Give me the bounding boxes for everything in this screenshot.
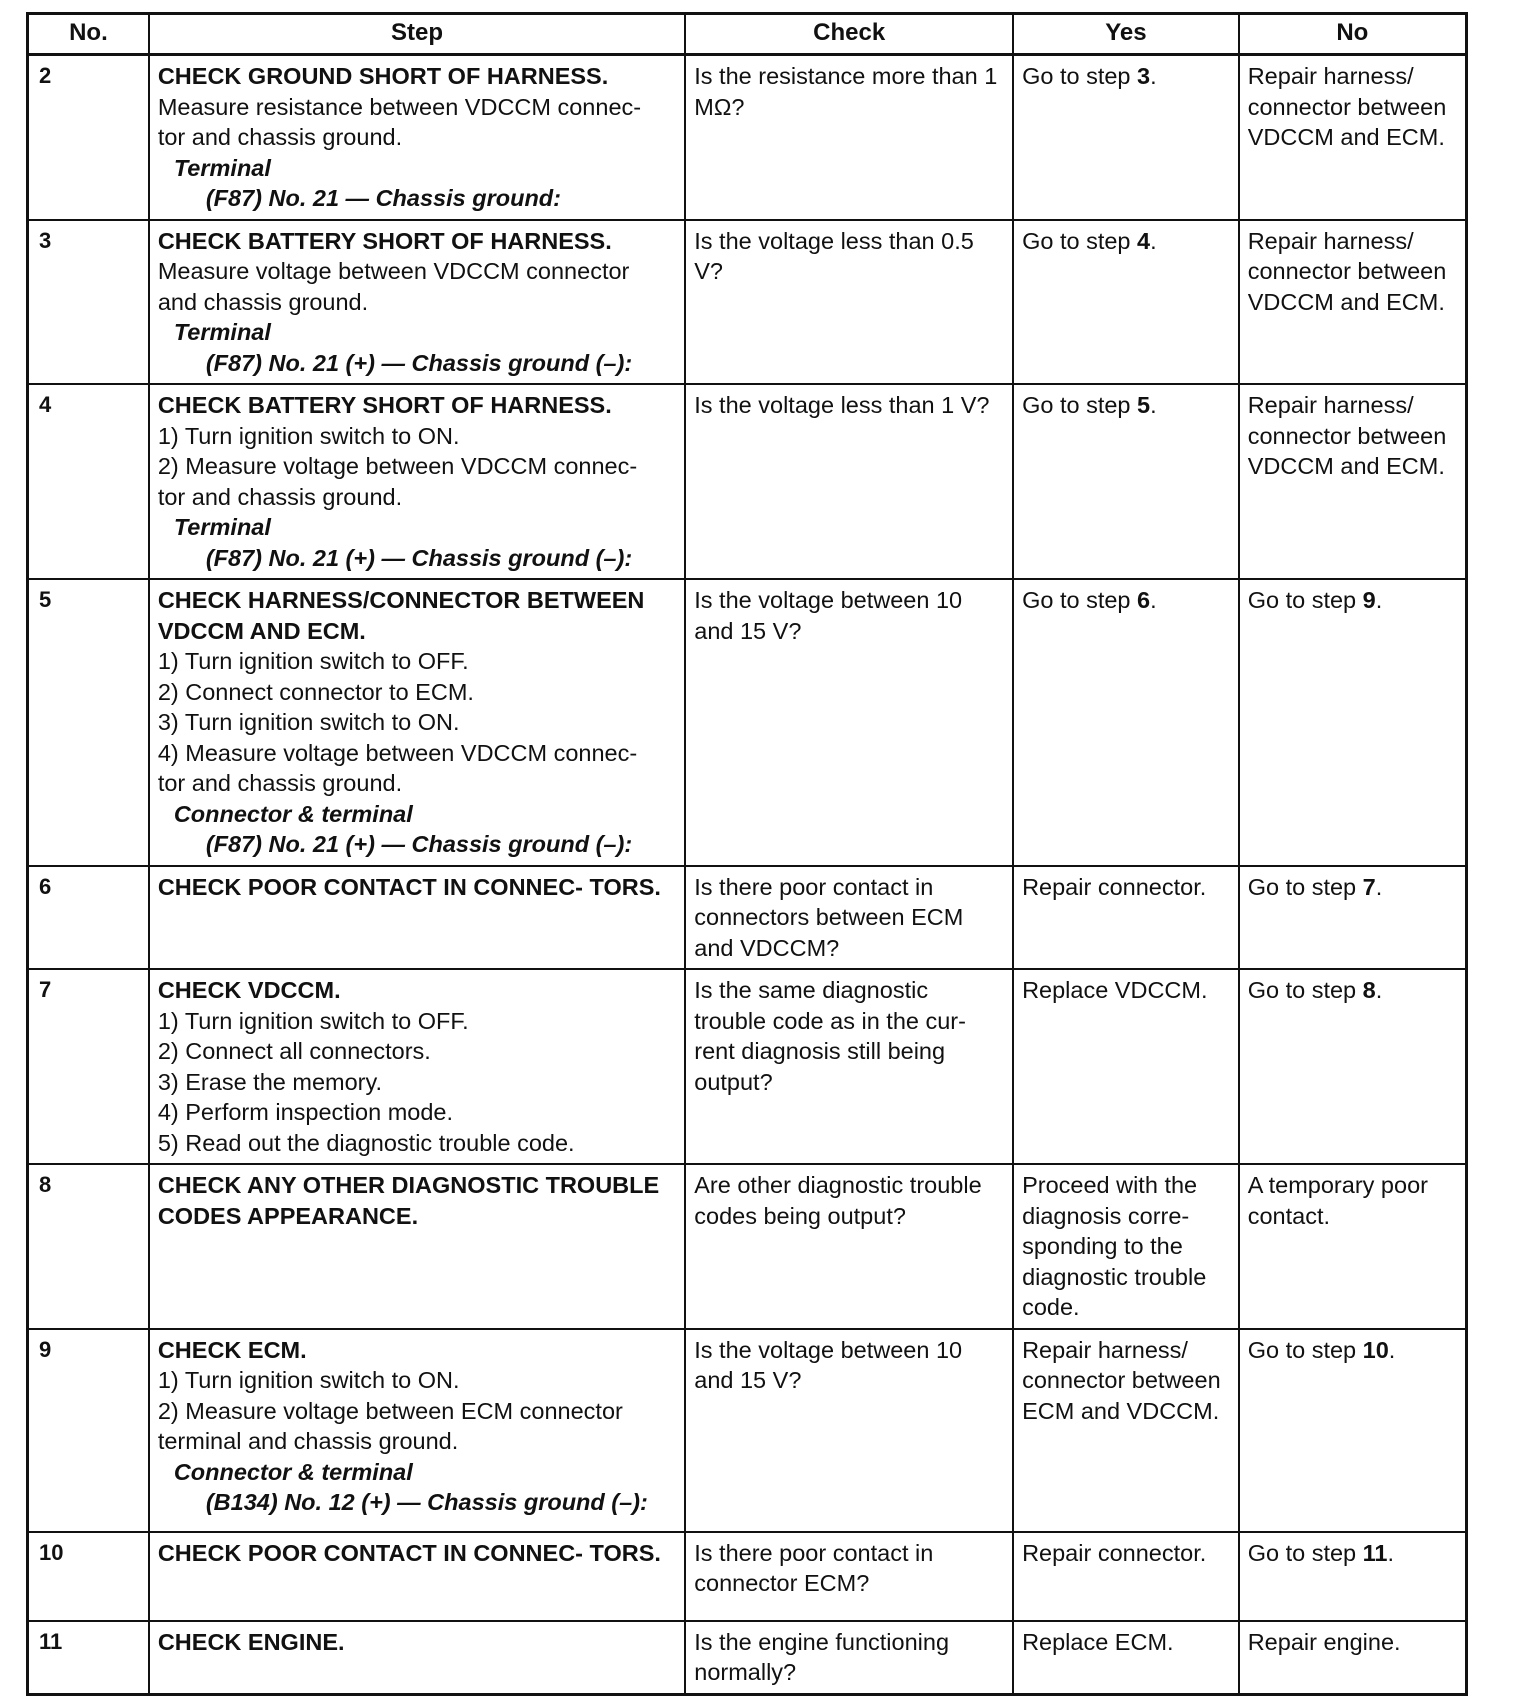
yes-action-text: Repair connector. <box>1022 1539 1207 1566</box>
step-number: 9 <box>28 1329 149 1532</box>
no-action <box>1239 1164 1467 1329</box>
terminal-label: Terminal <box>173 154 271 181</box>
step-cell <box>149 1532 685 1621</box>
table-row <box>28 220 1467 385</box>
step-instruction: 4) Perform inspection mode. <box>157 1099 454 1125</box>
step-instruction: tor and chassis ground. <box>157 483 403 510</box>
step-number: 11 <box>28 1621 149 1695</box>
terminal-value: (B134) No. 12 (+) — Chassis ground (–): <box>205 1489 648 1515</box>
no-action-text: A temporary poor contact. <box>1247 1172 1428 1229</box>
no-step-ref: 10 <box>1362 1336 1389 1363</box>
table-row <box>28 579 1467 866</box>
no-action-end: . <box>1387 1539 1395 1566</box>
no-action <box>1239 55 1467 220</box>
table-row <box>28 55 1467 220</box>
yes-action-text: Proceed with the diagnosis corre- sponding to the diagnostic trouble code. <box>1022 1172 1207 1320</box>
yes-action <box>1013 1621 1239 1695</box>
yes-action-text: Go to step <box>1022 587 1138 613</box>
terminal-value: (F87) No. 21 (+) — Chassis ground (–): <box>205 831 633 857</box>
step-instruction: 2) Connect connector to ECM. <box>157 678 474 705</box>
yes-action-end: . <box>1150 392 1157 418</box>
no-action <box>1239 969 1467 1164</box>
step-cell <box>149 866 685 970</box>
no-action <box>1239 1532 1467 1621</box>
check-question: Is the resistance more than 1 MΩ? <box>685 55 1013 220</box>
step-title: CHECK GROUND SHORT OF HARNESS. <box>157 63 609 89</box>
step-title: CHECK ECM. <box>157 1336 307 1363</box>
yes-action <box>1013 579 1239 866</box>
no-action-text: Go to step <box>1247 873 1363 900</box>
step-cell <box>149 55 685 220</box>
yes-action-text: Repair connector. <box>1022 873 1207 900</box>
no-step-ref: 7 <box>1362 873 1376 900</box>
table-row <box>28 1532 1467 1621</box>
step-number: 5 <box>28 579 149 866</box>
step-cell <box>149 384 685 579</box>
step-instruction: 3) Turn ignition switch to ON. <box>157 709 460 735</box>
step-instruction: terminal and chassis ground. <box>157 1428 459 1454</box>
no-action <box>1239 579 1467 866</box>
no-action <box>1239 1621 1467 1695</box>
step-number: 2 <box>28 55 149 220</box>
step-instruction: 2) Connect all connectors. <box>157 1038 431 1064</box>
no-action-text: Repair harness/ connector between VDCCM and ECM. <box>1247 63 1447 150</box>
table-row <box>28 384 1467 579</box>
step-number: 3 <box>28 220 149 385</box>
header-yes: Yes <box>1013 14 1239 55</box>
yes-action-text: Replace VDCCM. <box>1022 977 1208 1003</box>
table-body <box>28 55 1467 1695</box>
check-question: Is the voltage less than 1 V? <box>685 384 1013 579</box>
terminal-label: Terminal <box>173 514 271 540</box>
step-instruction: 5) Read out the diagnostic trouble code. <box>157 1129 575 1156</box>
yes-action <box>1013 220 1239 385</box>
no-action-text: Repair engine. <box>1247 1628 1401 1655</box>
table-row <box>28 866 1467 970</box>
yes-action <box>1013 1164 1239 1329</box>
step-instruction: 1) Turn ignition switch to ON. <box>157 422 460 449</box>
step-instruction: tor and chassis ground. <box>157 124 403 150</box>
table-row <box>28 1329 1467 1532</box>
step-title: CHECK BATTERY SHORT OF HARNESS. <box>157 227 612 254</box>
step-cell <box>149 1621 685 1695</box>
table-row <box>28 1164 1467 1329</box>
terminal-label: Connector & terminal <box>173 1458 413 1485</box>
step-title: CHECK HARNESS/CONNECTOR BETWEEN VDCCM AND ECM. <box>157 587 645 644</box>
header-no: No. <box>28 14 149 55</box>
no-step-ref: 8 <box>1362 977 1376 1003</box>
terminal-value: (F87) No. 21 (+) — Chassis ground (–): <box>205 349 633 376</box>
step-instruction: Measure voltage between VDCCM connector <box>157 258 630 284</box>
step-number: 6 <box>28 866 149 970</box>
table-row <box>28 1621 1467 1695</box>
yes-action <box>1013 1532 1239 1621</box>
yes-step-ref: 6 <box>1137 587 1151 613</box>
yes-action-text: Go to step <box>1022 63 1138 89</box>
step-instruction: 1) Turn ignition switch to OFF. <box>157 648 469 674</box>
yes-action <box>1013 55 1239 220</box>
step-title: CHECK POOR CONTACT IN CONNEC- TORS. <box>157 873 661 900</box>
no-step-ref: 9 <box>1362 587 1376 613</box>
step-title: CHECK VDCCM. <box>157 977 341 1003</box>
yes-action-text: Go to step <box>1022 227 1138 254</box>
yes-step-ref: 3 <box>1137 63 1151 89</box>
yes-action-end: . <box>1150 63 1157 89</box>
step-title: CHECK ANY OTHER DIAGNOSTIC TROUBLE CODES APPEARANCE. <box>157 1172 660 1229</box>
step-number: 4 <box>28 384 149 579</box>
step-cell <box>149 969 685 1164</box>
step-cell <box>149 220 685 385</box>
yes-action <box>1013 866 1239 970</box>
yes-step-ref: 5 <box>1137 392 1151 418</box>
no-action-text: Go to step <box>1247 1336 1363 1363</box>
no-action-text: Go to step <box>1247 977 1363 1003</box>
yes-action-text: Repair harness/ connector between ECM and VDCCM. <box>1022 1336 1221 1424</box>
step-instruction: 4) Measure voltage between VDCCM connec- <box>157 739 638 766</box>
header-no-answer: No <box>1239 14 1467 55</box>
yes-action-text: Replace ECM. <box>1022 1628 1174 1655</box>
no-action-end: . <box>1375 587 1383 613</box>
terminal-label: Connector & terminal <box>173 800 413 827</box>
check-question: Is there poor contact in connectors between ECM and VDCCM? <box>685 866 1013 970</box>
no-action-text: Go to step <box>1247 1539 1363 1566</box>
no-action-text: Repair harness/ connector between VDCCM and ECM. <box>1247 392 1447 479</box>
step-instruction: 3) Erase the memory. <box>157 1068 383 1095</box>
diagnosis-table <box>26 12 1468 1696</box>
terminal-value: (F87) No. 21 — Chassis ground: <box>205 185 561 211</box>
no-step-ref: 11 <box>1362 1539 1388 1566</box>
terminal-label: Terminal <box>173 319 271 345</box>
yes-action <box>1013 969 1239 1164</box>
header-step: Step <box>149 14 685 55</box>
step-cell <box>149 1164 685 1329</box>
step-number: 7 <box>28 969 149 1164</box>
yes-step-ref: 4 <box>1137 227 1151 254</box>
yes-action-text: Go to step <box>1022 392 1138 418</box>
no-action-end: . <box>1375 977 1383 1003</box>
no-action-text: Repair harness/ connector between VDCCM and ECM. <box>1247 227 1447 315</box>
check-question: Is the engine functioning normally? <box>685 1621 1013 1695</box>
step-instruction: tor and chassis ground. <box>157 770 403 796</box>
check-question: Is the same diagnostic trouble code as in the cur- rent diagnosis still being output? <box>685 969 1013 1164</box>
yes-action <box>1013 1329 1239 1532</box>
check-question: Are other diagnostic trouble codes being output? <box>685 1164 1013 1329</box>
step-instruction: 2) Measure voltage between VDCCM connec- <box>157 453 638 479</box>
no-action <box>1239 384 1467 579</box>
header-check: Check <box>685 14 1013 55</box>
step-instruction: Measure resistance between VDCCM connec- <box>157 93 642 120</box>
no-action <box>1239 1329 1467 1532</box>
step-title: CHECK ENGINE. <box>157 1628 345 1655</box>
table-row <box>28 969 1467 1164</box>
no-action-text: Go to step <box>1247 587 1363 613</box>
terminal-value: (F87) No. 21 (+) — Chassis ground (–): <box>205 544 633 571</box>
step-instruction: 1) Turn ignition switch to ON. <box>157 1367 460 1393</box>
check-question: Is the voltage between 10 and 15 V? <box>685 1329 1013 1532</box>
no-action <box>1239 220 1467 385</box>
check-question: Is the voltage less than 0.5 V? <box>685 220 1013 385</box>
step-number: 10 <box>28 1532 149 1621</box>
no-action-end: . <box>1375 873 1383 900</box>
yes-action-end: . <box>1150 227 1157 254</box>
step-instruction: 1) Turn ignition switch to OFF. <box>157 1007 469 1034</box>
yes-action <box>1013 384 1239 579</box>
check-question: Is there poor contact in connector ECM? <box>685 1532 1013 1621</box>
step-instruction: and chassis ground. <box>157 288 369 315</box>
no-action <box>1239 866 1467 970</box>
step-cell <box>149 1329 685 1532</box>
no-action-end: . <box>1388 1336 1396 1363</box>
yes-action-end: . <box>1150 587 1157 613</box>
step-title: CHECK BATTERY SHORT OF HARNESS. <box>157 392 612 418</box>
step-number: 8 <box>28 1164 149 1329</box>
step-cell <box>149 579 685 866</box>
step-instruction: 2) Measure voltage between ECM connector <box>157 1397 623 1424</box>
check-question: Is the voltage between 10 and 15 V? <box>685 579 1013 866</box>
header-row <box>28 14 1467 55</box>
step-title: CHECK POOR CONTACT IN CONNEC- TORS. <box>157 1539 661 1566</box>
